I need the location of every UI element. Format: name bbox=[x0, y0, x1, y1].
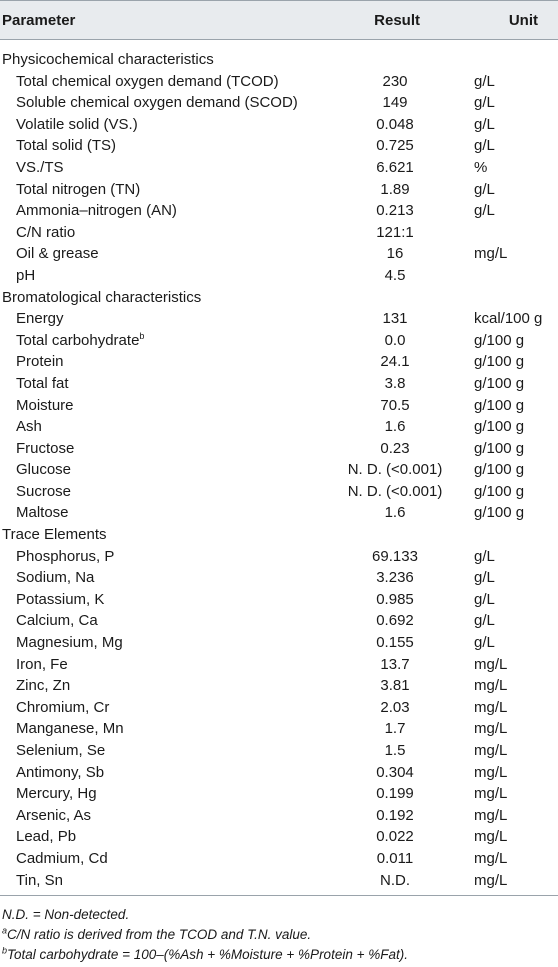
cell-parameter-text: Total nitrogen (TN) bbox=[16, 180, 141, 198]
cell-unit: mg/L bbox=[474, 677, 508, 695]
cell-parameter bbox=[16, 783, 97, 805]
cell-parameter-text: Total chemical oxygen demand (TCOD) bbox=[16, 72, 279, 90]
cell-parameter bbox=[16, 546, 114, 568]
cell-parameter bbox=[16, 567, 94, 589]
cell-parameter bbox=[16, 826, 76, 848]
cell-parameter bbox=[16, 114, 138, 136]
cell-parameter-text: Phosphorus, P bbox=[16, 547, 115, 565]
cell-parameter bbox=[16, 71, 279, 93]
cell-unit: g/100 g bbox=[474, 504, 525, 522]
cell-result: 131 bbox=[382, 310, 408, 328]
cell-parameter-text: Total fat bbox=[16, 374, 69, 392]
cell-result: 2.03 bbox=[380, 698, 410, 716]
footnote-a-mark: a bbox=[2, 925, 8, 936]
cell-parameter-text: Iron, Fe bbox=[16, 655, 68, 673]
cell-parameter bbox=[16, 654, 68, 676]
table-row bbox=[0, 157, 558, 179]
cell-parameter-text: Sucrose bbox=[16, 482, 72, 500]
cell-parameter-text: Energy bbox=[16, 310, 64, 328]
cell-parameter bbox=[16, 718, 124, 740]
table-row bbox=[0, 135, 558, 157]
table-row bbox=[0, 589, 558, 611]
cell-result: 16 bbox=[386, 245, 404, 263]
table-row bbox=[0, 373, 558, 395]
section-title: Physicochemical characteristics bbox=[2, 51, 214, 68]
cell-result: 70.5 bbox=[380, 396, 410, 414]
cell-parameter-text: Arsenic, As bbox=[16, 806, 92, 824]
cell-parameter-text: Calcium, Ca bbox=[16, 612, 98, 630]
cell-result: 4.5 bbox=[384, 266, 406, 284]
cell-parameter bbox=[16, 481, 71, 503]
footnote-a bbox=[2, 925, 408, 945]
cell-parameter bbox=[16, 395, 74, 417]
cell-unit: g/L bbox=[474, 137, 495, 155]
cell-result: 0.692 bbox=[376, 612, 414, 630]
cell-unit: mg/L bbox=[474, 698, 508, 716]
table-bottom-rule bbox=[0, 895, 558, 896]
cell-unit: g/L bbox=[474, 612, 495, 630]
table-row bbox=[0, 351, 558, 373]
cell-parameter-text: Soluble chemical oxygen demand (SCOD) bbox=[16, 94, 298, 112]
cell-parameter bbox=[16, 675, 70, 697]
cell-parameter-text: Tin, Sn bbox=[16, 871, 63, 889]
section-row bbox=[0, 287, 558, 309]
footnote-b-mark: b bbox=[2, 945, 8, 956]
section-row bbox=[0, 49, 558, 71]
cell-unit: g/100 g bbox=[474, 374, 525, 392]
cell-unit: g/100 g bbox=[474, 482, 525, 500]
cell-parameter-text: Moisture bbox=[16, 396, 74, 414]
cell-result: 0.199 bbox=[376, 785, 414, 803]
table-row bbox=[0, 481, 558, 503]
table-row bbox=[0, 610, 558, 632]
cell-unit: g/100 g bbox=[474, 353, 525, 371]
cell-parameter bbox=[16, 308, 64, 330]
header-unit: Unit bbox=[508, 12, 538, 29]
cell-result: 0.304 bbox=[376, 763, 414, 781]
cell-unit: g/L bbox=[474, 569, 495, 587]
cell-parameter bbox=[16, 459, 71, 481]
cell-parameter-text: Chromium, Cr bbox=[16, 698, 110, 716]
table-row bbox=[0, 200, 558, 222]
cell-unit: g/100 g bbox=[474, 439, 525, 457]
cell-parameter bbox=[16, 805, 91, 827]
cell-unit: mg/L bbox=[474, 871, 508, 889]
table-row bbox=[0, 805, 558, 827]
footnote-a-text: C/N ratio is derived from the TCOD and T.N. value. bbox=[7, 927, 312, 942]
cell-parameter-text: Fructose bbox=[16, 439, 75, 457]
cell-parameter-text: Antimony, Sb bbox=[16, 763, 105, 781]
cell-parameter-text: Selenium, Se bbox=[16, 742, 106, 759]
cell-unit: mg/L bbox=[474, 245, 508, 263]
header-parameter: Parameter bbox=[2, 12, 76, 29]
cell-parameter-text: Oil & grease bbox=[16, 245, 99, 263]
cell-unit: g/100 g bbox=[474, 418, 525, 436]
cell-parameter-text: pH bbox=[16, 266, 36, 284]
table-row bbox=[0, 438, 558, 460]
footnote-b bbox=[2, 945, 408, 965]
cell-result: 0.155 bbox=[376, 634, 414, 652]
table-row bbox=[0, 718, 558, 740]
table-row bbox=[0, 762, 558, 784]
cell-result: 0.725 bbox=[376, 137, 414, 155]
table-row bbox=[0, 783, 558, 805]
table-row bbox=[0, 179, 558, 201]
cell-result: 1.6 bbox=[384, 418, 406, 436]
table-row bbox=[0, 395, 558, 417]
table-row bbox=[0, 848, 558, 870]
cell-result: 1.5 bbox=[384, 742, 406, 759]
cell-result: 6.621 bbox=[376, 158, 414, 176]
section-title: Trace Elements bbox=[2, 526, 107, 544]
cell-result: 3.8 bbox=[384, 374, 406, 392]
cell-result: 3.236 bbox=[376, 569, 414, 587]
cell-unit: mg/L bbox=[474, 785, 508, 803]
cell-parameter-text: Magnesium, Mg bbox=[16, 634, 123, 652]
cell-parameter bbox=[16, 740, 105, 762]
cell-unit: g/100 g bbox=[474, 396, 525, 414]
cell-parameter bbox=[16, 610, 98, 632]
cell-parameter-text: Protein bbox=[16, 353, 64, 371]
cell-parameter-text: Ammonia–nitrogen (AN) bbox=[16, 202, 177, 220]
cell-parameter-text: Manganese, Mn bbox=[16, 720, 124, 738]
table-row bbox=[0, 870, 558, 892]
section-row bbox=[0, 524, 558, 546]
cell-parameter bbox=[16, 92, 298, 114]
cell-parameter bbox=[16, 373, 69, 395]
cell-parameter bbox=[16, 438, 74, 460]
cell-parameter-text: Volatile solid (VS.) bbox=[16, 115, 138, 133]
table-row bbox=[0, 416, 558, 438]
cell-parameter bbox=[16, 135, 116, 157]
cell-parameter bbox=[16, 762, 104, 784]
cell-parameter-text: Lead, Pb bbox=[16, 828, 77, 846]
cell-result: 0.011 bbox=[376, 849, 414, 867]
cell-unit: mg/L bbox=[474, 742, 508, 759]
table-header bbox=[0, 0, 558, 40]
cell-parameter-text: Glucose bbox=[16, 461, 72, 479]
cell-result: 3.81 bbox=[380, 677, 410, 695]
cell-parameter-text: Zinc, Zn bbox=[16, 677, 71, 695]
cell-result: 24.1 bbox=[380, 353, 410, 371]
cell-unit: mg/L bbox=[474, 720, 508, 738]
table-row bbox=[0, 243, 558, 265]
cell-parameter bbox=[16, 243, 99, 265]
cell-parameter-text: Cadmium, Cd bbox=[16, 849, 108, 867]
footnote-b-text: Total carbohydrate = 100–(%Ash + %Moisture + %Protein + %Fat). bbox=[7, 947, 408, 962]
cell-result: 0.985 bbox=[376, 590, 414, 608]
cell-unit: g/L bbox=[474, 634, 495, 652]
table-row bbox=[0, 675, 558, 697]
cell-result: 149 bbox=[382, 94, 408, 112]
cell-unit: mg/L bbox=[474, 763, 508, 781]
cell-result: 1.6 bbox=[384, 504, 406, 522]
cell-result: 0.213 bbox=[376, 202, 414, 220]
cell-parameter bbox=[16, 589, 104, 611]
footnote-nd: N.D. = Non-detected. bbox=[2, 907, 130, 922]
table-row bbox=[0, 330, 558, 352]
cell-unit: mg/L bbox=[474, 806, 508, 824]
cell-unit: mg/L bbox=[474, 849, 508, 867]
cell-parameter-text: Total solid (TS) bbox=[16, 137, 117, 155]
table-row bbox=[0, 71, 558, 93]
cell-result: 230 bbox=[382, 72, 408, 90]
cell-result: 0.0 bbox=[384, 331, 406, 349]
table-row bbox=[0, 567, 558, 589]
cell-unit: g/L bbox=[474, 72, 495, 90]
cell-parameter bbox=[16, 265, 35, 287]
cell-unit: g/100 g bbox=[474, 331, 525, 349]
section-title: Bromatological characteristics bbox=[2, 288, 202, 306]
cell-unit: % bbox=[474, 158, 488, 176]
cell-parameter bbox=[16, 632, 123, 654]
table-row bbox=[0, 114, 558, 136]
cell-result: N. D. (<0.001) bbox=[347, 461, 443, 479]
cell-parameter bbox=[16, 157, 64, 179]
cell-unit: g/L bbox=[474, 180, 495, 198]
cell-parameter-text: VS./TS bbox=[16, 158, 64, 176]
cell-unit: mg/L bbox=[474, 655, 508, 673]
cell-parameter bbox=[16, 416, 42, 438]
cell-parameter bbox=[16, 222, 75, 244]
cell-result: N.D. bbox=[380, 871, 410, 889]
cell-parameter-text: C/N ratio bbox=[16, 223, 76, 241]
cell-unit: g/L bbox=[474, 547, 495, 565]
table-row bbox=[0, 459, 558, 481]
cell-parameter bbox=[16, 330, 144, 352]
cell-unit: g/L bbox=[474, 590, 495, 608]
cell-parameter bbox=[16, 179, 140, 201]
cell-result: 0.022 bbox=[376, 828, 414, 846]
header-result: Result bbox=[374, 12, 420, 29]
table-row bbox=[0, 308, 558, 330]
table-footnotes bbox=[2, 905, 408, 965]
table-body bbox=[0, 49, 558, 891]
cell-result: 13.7 bbox=[380, 655, 410, 673]
cell-parameter bbox=[16, 848, 108, 870]
table-row bbox=[0, 502, 558, 524]
table-row bbox=[0, 632, 558, 654]
cell-parameter-text: Ash bbox=[16, 418, 42, 436]
cell-parameter-text: Sodium, Na bbox=[16, 569, 95, 587]
footnote-marker: b bbox=[139, 330, 145, 341]
table-row bbox=[0, 697, 558, 719]
table-row bbox=[0, 826, 558, 848]
table-row bbox=[0, 546, 558, 568]
cell-unit: mg/L bbox=[474, 828, 508, 846]
table-row bbox=[0, 740, 558, 762]
table-row bbox=[0, 654, 558, 676]
table-row bbox=[0, 92, 558, 114]
cell-result: 1.7 bbox=[384, 720, 406, 738]
cell-parameter-text: Potassium, K bbox=[16, 590, 105, 608]
cell-parameter-text: Mercury, Hg bbox=[16, 785, 97, 803]
cell-unit: g/L bbox=[474, 115, 495, 133]
cell-result: 1.89 bbox=[380, 180, 410, 198]
cell-unit: kcal/100 g bbox=[474, 310, 543, 328]
cell-result: 121:1 bbox=[376, 223, 414, 241]
cell-result: N. D. (<0.001) bbox=[347, 482, 443, 500]
cell-unit: g/100 g bbox=[474, 461, 525, 479]
cell-unit: g/L bbox=[474, 94, 495, 112]
table-row bbox=[0, 222, 558, 244]
cell-parameter bbox=[16, 351, 64, 373]
cell-result: 69.133 bbox=[372, 547, 418, 565]
cell-parameter bbox=[16, 870, 63, 892]
cell-result: 0.048 bbox=[376, 115, 414, 133]
cell-parameter bbox=[16, 502, 69, 524]
cell-result: 0.23 bbox=[380, 439, 410, 457]
table-row bbox=[0, 265, 558, 287]
cell-parameter-text: Total carbohydrate bbox=[16, 331, 140, 349]
cell-parameter bbox=[16, 697, 109, 719]
cell-parameter-text: Maltose bbox=[16, 504, 69, 522]
cell-result: 0.192 bbox=[376, 806, 414, 824]
cell-parameter bbox=[16, 200, 177, 222]
cell-unit: g/L bbox=[474, 202, 495, 220]
